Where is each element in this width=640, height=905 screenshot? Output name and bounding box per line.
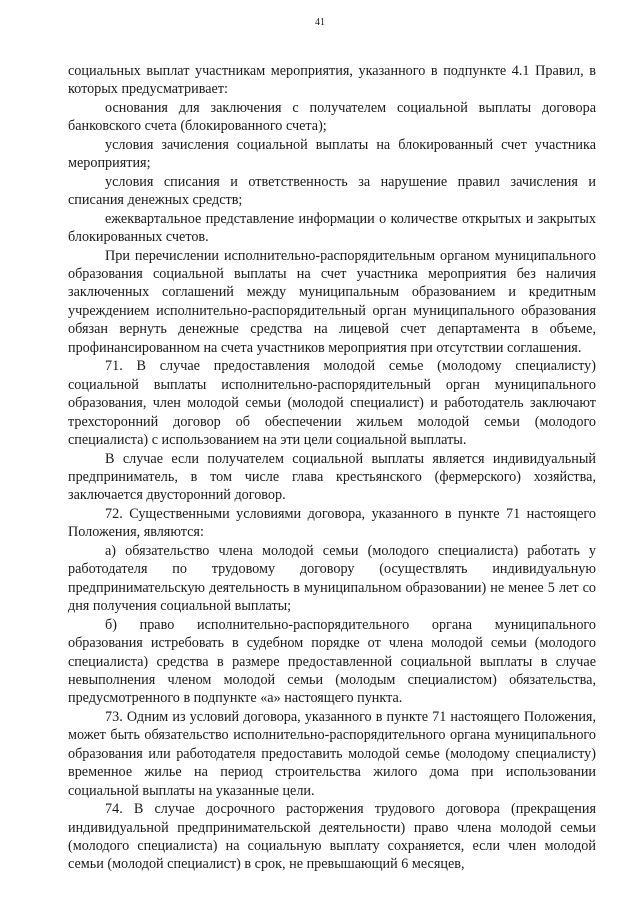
paragraph: ежеквартальное представление информации о количестве открытых и закрытых блокированных счетов. bbox=[68, 210, 596, 246]
paragraph: а) обязательство члена молодой семьи (молодого специалиста) работать у работодателя по трудовому договору (осуществлять индивидуальную предпринимательскую деятельность в муниципальном образовании) не менее 5 лет со дня получения социальной выплаты; bbox=[68, 542, 596, 615]
paragraph: социальных выплат участникам мероприятия, указанного в подпункте 4.1 Правил, в которых предусматривает: bbox=[68, 63, 596, 98]
paragraph: условия списания и ответственность за нарушение правил зачисления и списания денежных средств; bbox=[68, 173, 596, 209]
paragraph: 73. Одним из условий договора, указанного в пункте 71 настоящего Положения, может быть обязательство исполнительно-распорядительного органа муниципального образования или работодателя предоставить молодой семье (молодому специалисту) временное жилье на период строительства жилого дома при использовании социальной выплаты на указанные цели. bbox=[68, 708, 596, 799]
paragraph: При перечислении исполнительно-распорядительным органом муниципального образования социальной выплаты на счет участника мероприятия без наличия заключенных соглашений между муниципальным образованием и кредитным учреждением исполнительно-распорядительный орган муниципального образования обязан вернуть денежные средства на лицевой счет департамента в объеме, профинансированном на счета участников мероприятия при отсутствии соглашения. bbox=[68, 247, 596, 356]
paragraph: условия зачисления социальной выплаты на блокированный счет участника мероприятия; bbox=[68, 136, 596, 172]
paragraph: 72. Существенными условиями договора, указанного в пункте 71 настоящего Положения, являются: bbox=[68, 505, 596, 541]
paragraph: 74. В случае досрочного расторжения трудового договора (прекращения индивидуальной предпринимательской деятельности) право члена молодой семьи (молодого специалиста) на социальную выплату сохраняется, если член молодой семьи (молодой специалист) в срок, не превышающий 6 месяцев, bbox=[68, 801, 596, 873]
paragraph: 71. В случае предоставления молодой семье (молодому специалисту) социальной выплаты исполнительно-распорядительный орган муниципального образования, член молодой семьи (молодой специалист) и работодатель заключают трехсторонний договор об обеспечении жильем молодой семьи (молодого специалиста) с использованием на эти цели социальной выплаты. bbox=[68, 358, 596, 449]
paragraph: б) право исполнительно-распорядительного органа муниципального образования истребовать в судебном порядке от члена молодой семьи (молодого специалиста) средства в размере предоставленной социальной выплаты в случае невыполнения членом молодой семьи (молодым специалистом) обязательства, предусмотренного в подпункте «а» настоящего пункта. bbox=[68, 616, 596, 707]
paragraph: основания для заключения с получателем социальной выплаты договора банковского счета (блокированного счета); bbox=[68, 99, 596, 135]
paragraph: В случае если получателем социальной выплаты является индивидуальный предприниматель, в том числе глава крестьянского (фермерского) хозяйства, заключается двусторонний договор. bbox=[68, 450, 596, 504]
page-number: 41 bbox=[315, 17, 325, 28]
document-body bbox=[68, 62, 596, 874]
